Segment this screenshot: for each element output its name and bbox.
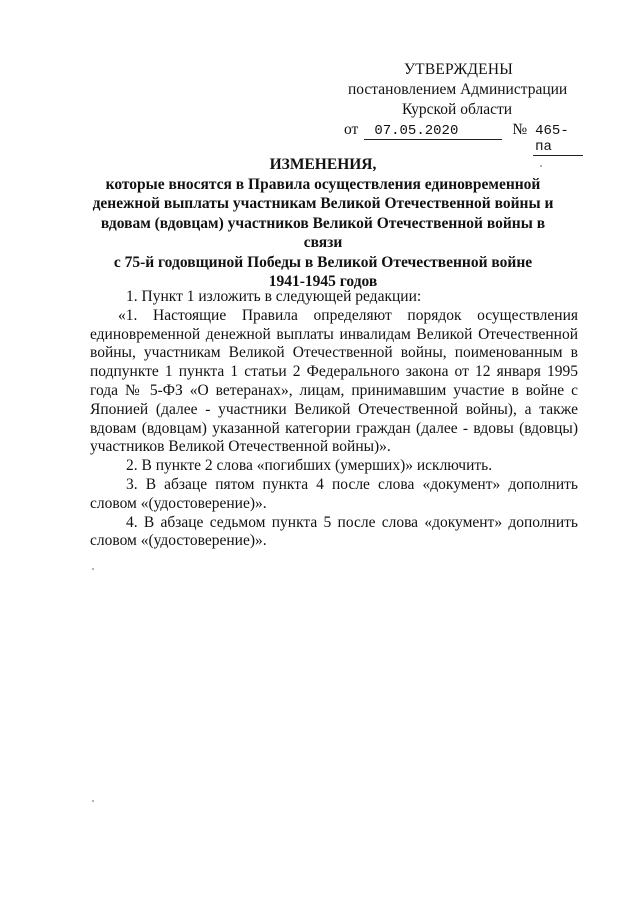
- approval-title: УТВЕРЖДЕНЫ: [404, 61, 513, 78]
- approval-date-number: [344, 120, 594, 156]
- heading-title: ИЗМЕНЕНИЯ,: [269, 156, 377, 173]
- from-label: от: [344, 121, 359, 138]
- approval-authority: постановлением Администрации: [348, 81, 568, 98]
- document-body: [90, 288, 578, 551]
- scan-speck: [540, 165, 542, 167]
- scan-speck: [92, 800, 94, 802]
- body-paragraph: 1. Пункт 1 изложить в следующей редакции:: [126, 288, 422, 305]
- number-sign: №: [512, 121, 528, 138]
- approval-number: 465-па: [533, 123, 583, 156]
- body-paragraph: 3. В абзаце пятом пункта 4 после слова «документ» дополнить словом «(удостоверение)».: [90, 475, 578, 512]
- document-heading: [80, 155, 566, 292]
- body-paragraph: 2. В пункте 2 слова «погибших (умерших)» исключить.: [126, 457, 493, 475]
- body-paragraph: 4. В абзаце седьмом пункта 5 после слова «документ» дополнить словом «(удостоверение)».: [90, 513, 578, 550]
- approval-region: Курской области: [402, 101, 513, 118]
- heading-line: денежной выплаты участникам Великой Отечественной войны и: [92, 195, 554, 212]
- heading-line: 1941-1945 годов: [268, 273, 378, 290]
- body-paragraph: «1. Настоящие Правила определяют порядок осуществления единовременной денежной выплаты инвалидам Великой Отечественной войны, участникам Великой Отечественной войны, поименованным в подпункте 1 пункта 1 статьи 2 Федерального закона от 12 января 1995 года № 5-ФЗ «О ветеранах», лицам, принимавшим участие в войне с Японией (далее - участники Великой Отечественной войны), а также вдовам (вдовцам) указанной категории граждан (далее - вдовы (вдовцы) участников Великой Отечественной войны)».: [90, 306, 578, 456]
- heading-line: с 75-й годовщиной Победы в Великой Отечественной войне: [113, 253, 533, 271]
- heading-line: вдовам (вдовцам) участников Великой Отечественной войны в связи: [100, 214, 546, 251]
- scan-speck: [92, 568, 94, 570]
- approval-date: 07.05.2020: [364, 123, 502, 140]
- heading-line: которые вносятся в Правила осуществления единовременной: [105, 175, 541, 193]
- approval-block: [344, 60, 594, 156]
